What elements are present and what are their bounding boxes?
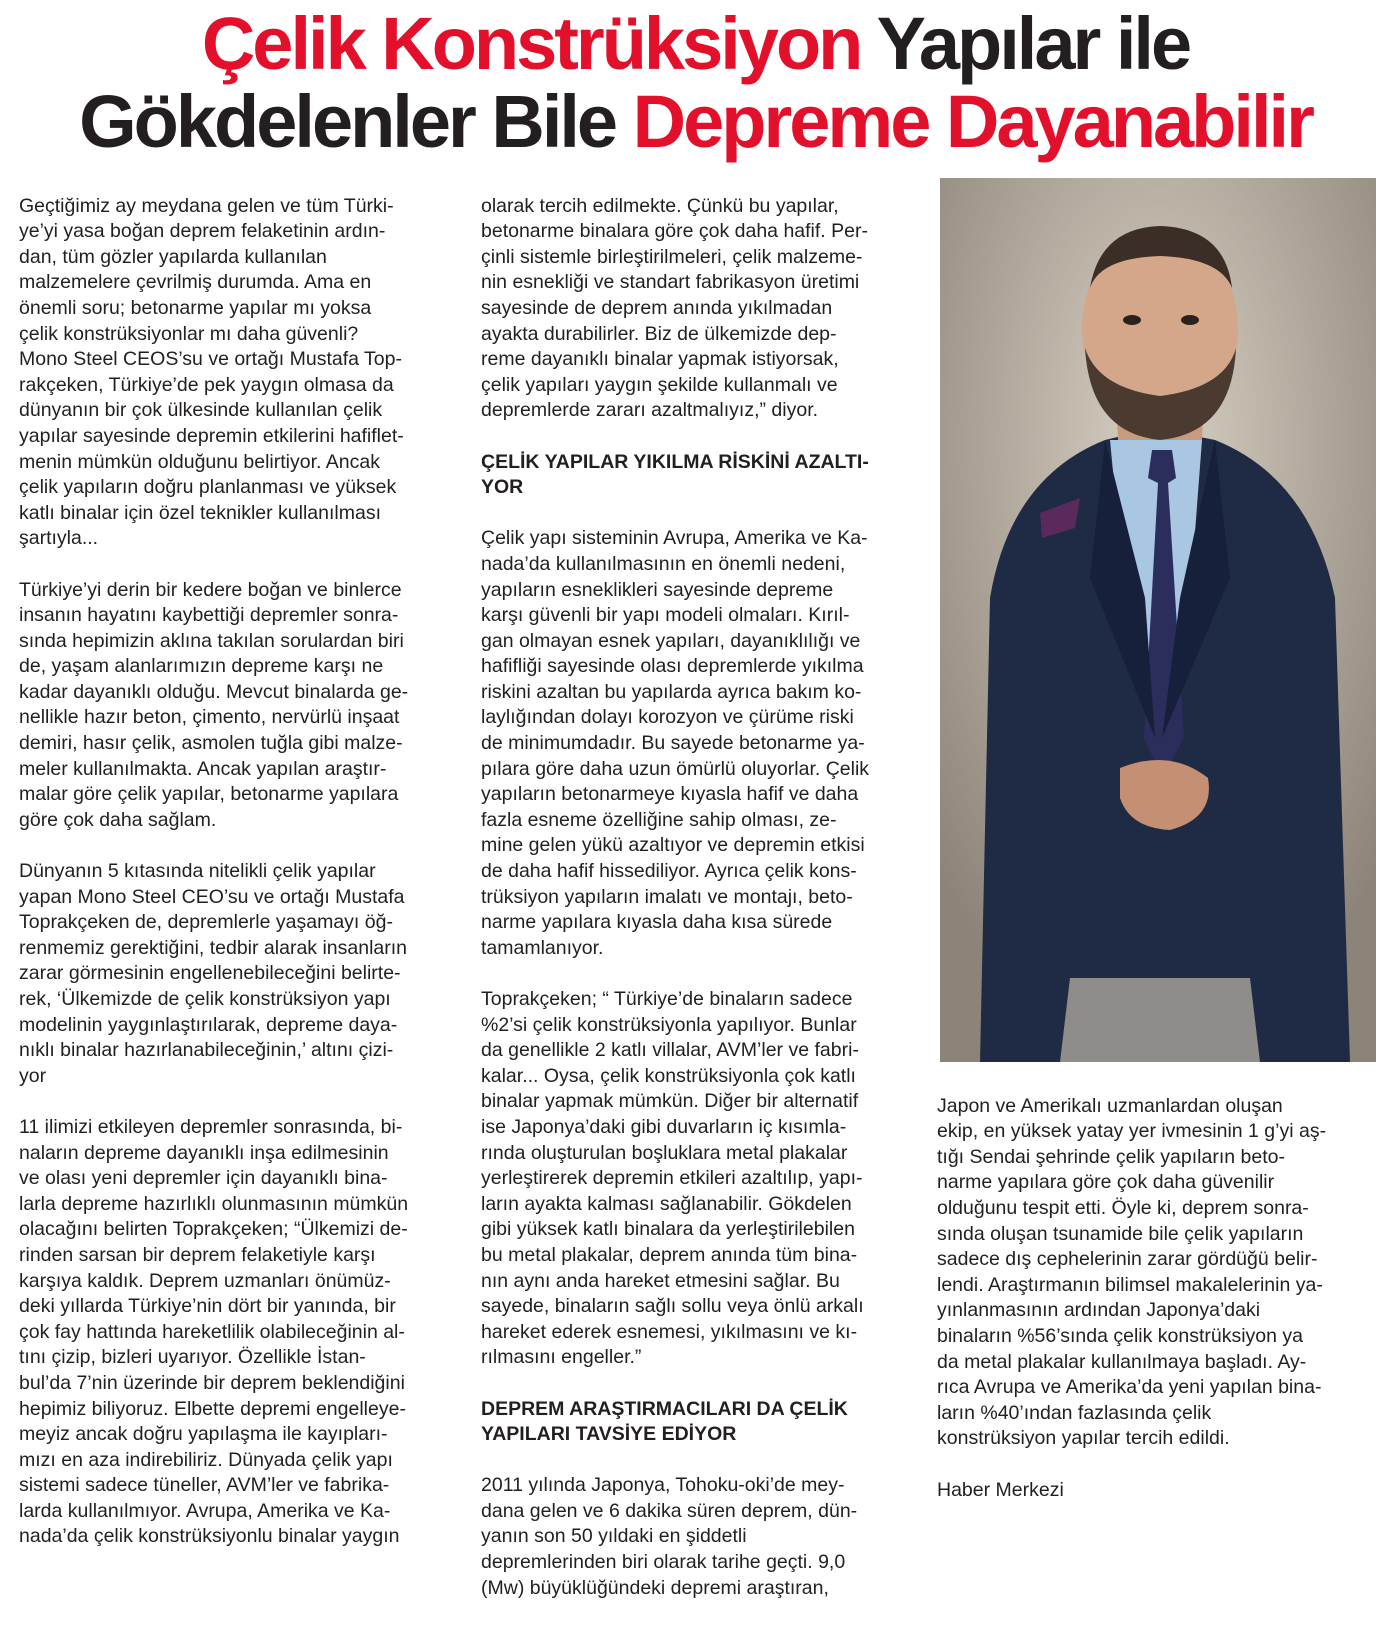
paragraph: 2011 yılında Japonya, Tohoku-oki’de mey- dana gelen ve 6 dakika süren deprem, dün- yanın son 50 yıldaki en şiddetli depremlerinden biri olarak tarihe geçti. 9,0 (Mw) büyüklüğündeki depremi araştıran,	[481, 1474, 858, 1599]
portrait-photo	[940, 178, 1376, 1062]
headline-line-1	[0, 4, 1391, 84]
subheading: ÇELİK YAPILAR YIKILMA RİSKİNİ AZALTI- YOR	[481, 450, 869, 499]
portrait-illustration	[940, 178, 1376, 1062]
paragraph: Türkiye’yi derin bir kedere boğan ve binlerce insanın hayatını kaybettiği depremler sonra- sında hepimizin aklına takılan sorulardan biri de, yaşam alanlarımızın depreme karşı ne kadar dayanıklı olduğu. Mevcut binalarda ge- nellikle hazır beton, çimento, nervürlü inşaat demiri, hasır çelik, asmolen tuğla gibi malze- meler kullanılmakta. Ancak yapılan araştır- malar göre çelik yapılar, betonarme yapılara göre çok daha sağlam.	[19, 578, 409, 831]
article-column-3	[937, 1068, 1377, 1529]
paragraph: 11 ilimizi etkileyen depremler sonrasında, bi- naların depreme dayanıklı inşa edilmesinin ve olası yeni depremler için dayanıklı bina- larla depreme hazırlıklı olunmasının mümkün olacağını belirten Toprakçeken; “Ülkemizi de- rinden sarsan bir deprem felaketiyle karşı karşıya kaldık. Deprem uzmanları önümüz- deki yıllarda Türkiye’nin dört bir yanında, bir çok fay hattında hareketlilik olabileceğinin al- tını çizip, bizleri uyarıyor. Özellikle İstan- bul’da 7’nin üzerinde bir deprem beklendiğini hepimiz biliyoruz. Elbette depremi engelleye- meyiz ancak doğru yapılaşma ile kayıpları- mızı en aza indirebiliriz. Dünyada çelik yapı sistemi sadece tüneller, AVM’ler ve fabrika- larda kullanılmıyor. Avrupa, Amerika ve Ka- nada’da çelik konstrüksiyonlu binalar yaygın	[19, 1115, 409, 1548]
headline-red-part: Depreme Dayanabilir	[632, 80, 1312, 163]
article-column-1	[19, 168, 444, 1576]
headline-dark-part: Yapılar ile	[860, 2, 1190, 85]
headline-line-2	[0, 82, 1391, 162]
paragraph: Japon ve Amerikalı uzmanlardan oluşan ekip, en yüksek yatay yer ivmesinin 1 g’yi aş- tığı Sendai şehrinde çelik yapıların beto- narme yapılara göre çok daha güvenilir olduğunu tespit etti. Öyle ki, deprem sonra- sında oluşan tsunamide bile çelik yapıların sadece dış cephelerinin zarar gördüğü belir- lendi. Araştırmanın bilimsel makalelerinin ya- yınlanmasının ardından Japonya’daki binaların %56’sında çelik konstrüksiyon ya da metal plakalar kullanılmaya başladı. Ay- rıca Avrupa ve Amerika’da yeni yapılan bina- ların %40’ından fazlasında çelik konstrüksiyon yapılar tercih edildi.	[937, 1094, 1327, 1450]
headline-dark-part: Gökdelenler Bile	[79, 80, 633, 163]
subheading: DEPREM ARAŞTIRMACILARI DA ÇELİK YAPILARI TAVSİYE EDİYOR	[481, 1397, 848, 1446]
paragraph: Dünyanın 5 kıtasında nitelikli çelik yapılar yapan Mono Steel CEO’su ve ortağı Mustafa Toprakçeken de, depremlerle yaşamayı öğ- renmemiz gerektiğini, tedbir alarak insanların zarar görmesinin engellenebileceğini belirte- rek, ‘Ülkemizde de çelik konstrüksiyon yapı modelinin yaygınlaştırılarak, depreme daya- nıklı binalar hazırlanabileceğinin,’ altını çizi- yor	[19, 860, 408, 1087]
headline-red-part: Çelik Konstrüksiyon	[201, 2, 861, 85]
paragraph: Çelik yapı sisteminin Avrupa, Amerika ve Ka- nada’da kullanılmasının en önemli nedeni, yapıların esneklikleri sayesinde depreme karşı güvenli bir yapı modeli olmaları. Kırıl- gan olmayan esnek yapıları, dayanıklılığı ve hafifliği sayesinde olası depremlerde yıkılma riskini azaltan bu yapılarda ayrıca bakım ko- laylığından dolayı korozyon ve çürüme riski de minimumdadır. Bu sayede betonarme ya- pılara göre daha uzun ömürlü oluyorlar. Çelik yapıların betonarmeye kıyasla hafif ve daha fazla esneme özelliğine sahip olması, ze- mine gelen yükü azaltıyor ve depremin etkisi de daha hafif hissediliyor. Ayrıca çelik kons- trüksiyon yapıların imalatı ve montajı, beto- narme yapılara kıyasla daha kısa sürede tamamlanıyor.	[481, 527, 870, 959]
article-column-2	[481, 168, 916, 1627]
paragraph: Toprakçeken; “ Türkiye’de binaların sadece %2’si çelik konstrüksiyonla yapılıyor. Bunlar da genellikle 2 katlı villalar, AVM’ler ve fabri- kalar... Oysa, çelik konstrüksiyonla çok katlı binalar yapmak mümkün. Diğer bir alternatif ise Japonya’daki gibi duvarların iç kısımla- rında oluşturulan boşluklara metal plakalar yerleştirerek depremin etkileri azaltılıp, yapı- ların ayakta kalması sağlanabilir. Gökdelen gibi yüksek katlı binalara da yerleştirilebilen bu metal plakalar, deprem anında tüm bina- nın aynı anda hareket etmesini sağlar. Bu sayede, binaların sağlı sollu veya önlü arkalı hareket ederek esnemesi, yıkılmasını ve kı- rılmasını engeller.”	[481, 988, 864, 1369]
paragraph: Geçtiğimiz ay meydana gelen ve tüm Türki- ye’yi yasa boğan deprem felaketinin ardın- dan, tüm gözler yapılarda kullanılan malzemelere çevrilmiş durumda. Ama en önemli soru; betonarme yapılar mı yoksa çelik konstrüksiyonlar mı daha güvenli? Mono Steel CEOS’su ve ortağı Mustafa Top- rakçeken, Türkiye’de pek yaygın olmasa da dünyanın bir çok ülkesinde kullanılan çelik yapılar sayesinde depremin etkilerini hafiflet- menin mümkün olduğunu belirtiyor. Ancak çelik yapıların doğru planlanması ve yüksek katlı binalar için özel teknikler kullanılması şartıyla...	[19, 194, 404, 550]
byline: Haber Merkezi	[937, 1478, 1064, 1501]
paragraph: olarak tercih edilmekte. Çünkü bu yapılar, betonarme binalara göre çok daha hafif. Per- çinli sistemle birleştirilmeleri, çelik malzeme- nin esnekliği ve standart fabrikasyon üretimi sayesinde de deprem anında yıkılmadan ayakta durabilirler. Biz de ülkemizde dep- reme dayanıklı binalar yapmak istiyorsak, çelik yapıları yaygın şekilde kullanmalı ve depremlerde zararı azaltmalıyız,” diyor.	[481, 194, 868, 422]
